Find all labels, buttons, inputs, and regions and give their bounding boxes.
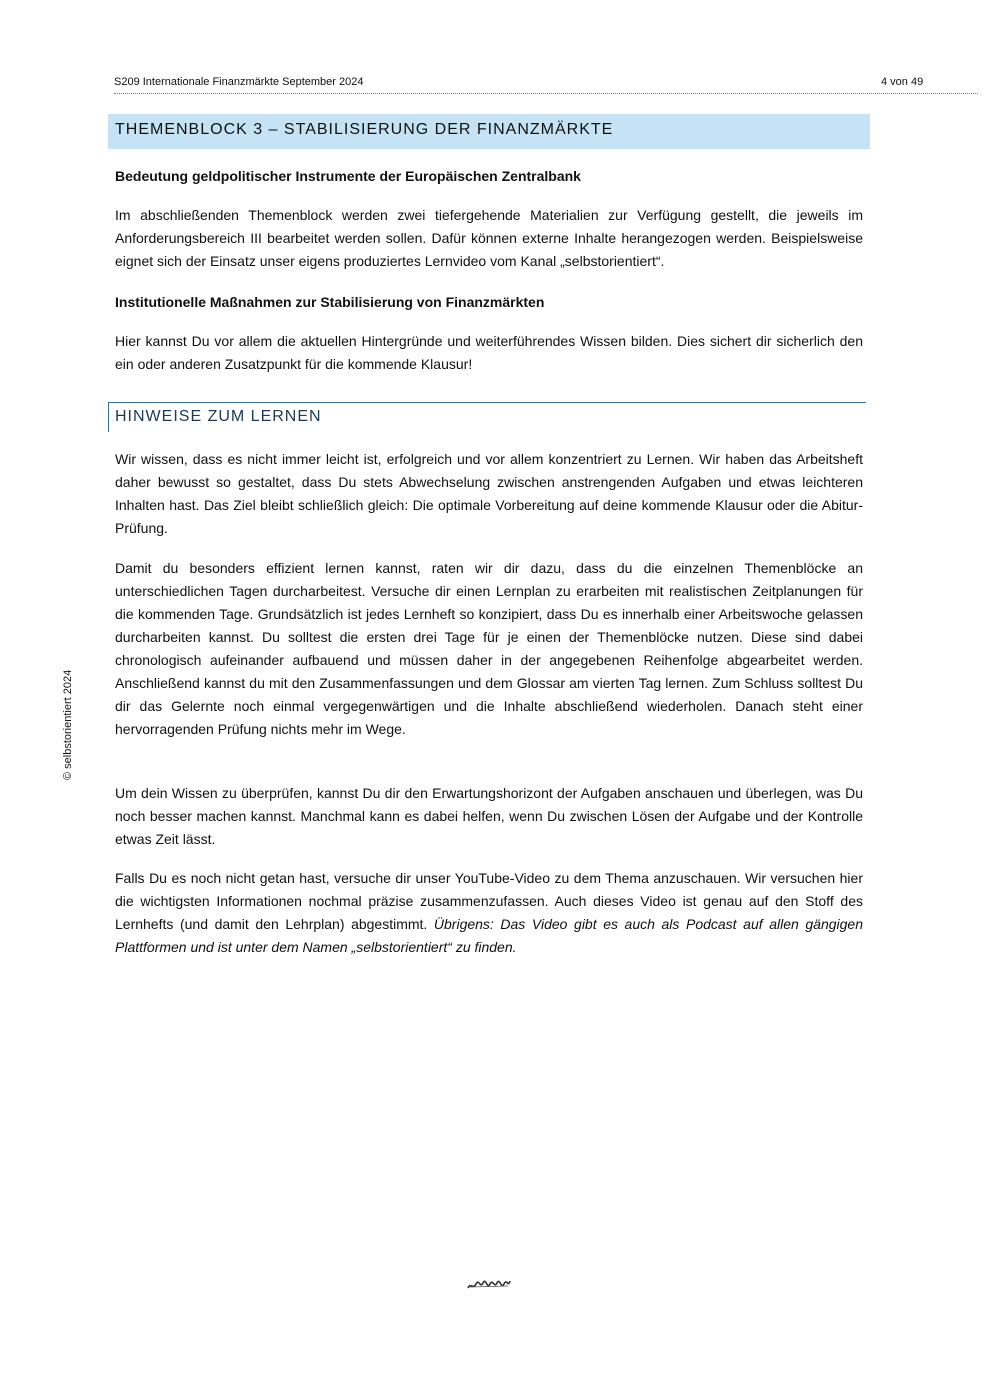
document-title: S209 Internationale Finanzmärkte September 2024 <box>114 76 364 88</box>
paragraph-themenblock-intro: Im abschließenden Themenblock werden zwei tiefergehende Materialien zur Verfügung gestellt, die jeweils im Anforderungsbereich III bearbeitet werden sollen. Dafür können externe Inhalte herangezogen werden. Beispielsweise eignet sich der Einsatz unser eigens produziertes Lernvideo vom Kanal „selbstorientiert“. <box>115 207 863 269</box>
paragraph-hinweise-1: Wir wissen, dass es nicht immer leicht ist, erfolgreich und vor allem konzentriert zu Lernen. Wir haben das Arbeitsheft daher bewusst so gestaltet, dass Du stets Abwechselung zwischen anstrengenden Aufgaben und etwas leichteren Inhalten hast. Das Ziel bleibt schließlich gleich: Die optimale Vorbereitung auf deine kommende Klausur oder die Abitur-Prüfung. <box>115 451 863 536</box>
signature-icon <box>466 1278 512 1292</box>
section-heading-text: THEMENBLOCK 3 – STABILISIERUNG DER FINANZMÄRKTE <box>115 121 614 138</box>
subheading-ezb: Bedeutung geldpolitischer Instrumente der Europäischen Zentralbank <box>115 168 581 184</box>
paragraph-hinweise-4-regular: Falls Du es noch nicht getan hast, versuche dir unser YouTube-Video zu dem Thema anzuschauen. Wir versuchen hier die wichtigsten Informationen nochmal präzise zusammenzufassen. Auch dieses Video ist genau auf den Stoff des Lernhefts (und damit den Lehrplan) abgestimmt. <box>115 870 863 932</box>
copyright-sidebar: © selbstorientiert 2024 <box>62 669 74 780</box>
section-heading-themenblock <box>108 114 870 149</box>
subheading-institutionelle: Institutionelle Maßnahmen zur Stabilisierung von Finanzmärkten <box>115 294 545 310</box>
paragraph-hinweise-3: Um dein Wissen zu überprüfen, kannst Du dir den Erwartungshorizont der Aufgaben anschauen und überlegen, was Du noch besser machen kannst. Manchmal kann es dabei helfen, wenn Du zwischen Lösen der Aufgabe und der Kontrolle etwas Zeit lässt. <box>115 785 863 847</box>
paragraph-hinweise-2: Damit du besonders effizient lernen kannst, raten wir dir dazu, dass du die einzelnen Themenblöcke an unterschiedlichen Tagen durcharbeitest. Versuche dir einen Lernplan zu erarbeiten mit realistischen Zeitplanungen für die kommenden Tage. Grundsätzlich ist jedes Lernheft so konzipiert, dass Du es innerhalb einer Arbeitswoche gelassen durcharbeiten kannst. Du solltest die ersten drei Tage für je einen der Themenblöcke nutzen. Diese sind dabei chronologisch aufeinander aufbauend und müssen daher in der angegebenen Reihenfolge abgearbeitet werden. Anschließend kannst du mit den Zusammenfassungen und dem Glossar am vierten Tag lernen. Zum Schluss solltest Du dir das Gelernte noch einmal vergegenwärtigen und die Inhalte abschließend wiederholen. Danach steht einer hervorragenden Prüfung nichts mehr im Wege. <box>115 560 863 737</box>
page-header <box>114 76 978 94</box>
paragraph-institutionelle: Hier kannst Du vor allem die aktuellen Hintergründe und weiterführendes Wissen bilden. Dies sichert dir sicherlich den ein oder anderen Zusatzpunkt für die kommende Klausur! <box>115 333 863 372</box>
paragraph-hinweise-4-italic: Übrigens: Das Video gibt es auch als Podcast auf allen gängigen Plattformen und ist unter dem Namen „selbstorientiert“ zu finden. <box>115 916 863 955</box>
page-indicator: 4 von 49 <box>881 76 924 88</box>
paragraph-hinweise-4 <box>115 867 863 959</box>
section-heading-hinweise <box>108 402 866 432</box>
section-heading-hinweise-text: HINWEISE ZUM LERNEN <box>115 408 322 425</box>
